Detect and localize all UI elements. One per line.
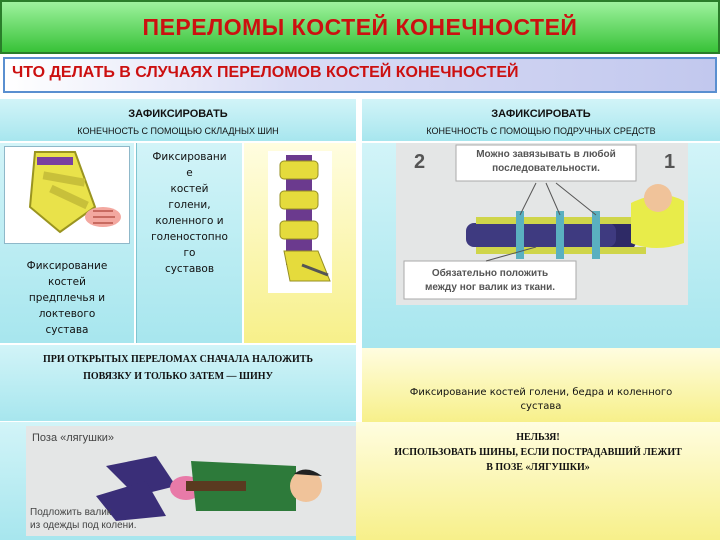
callout-top-line: последовательности. (492, 163, 600, 174)
callout-top-line: Можно завязывать в любой (476, 149, 616, 160)
leg-caption-line: голеностопно (151, 231, 228, 243)
arm-caption-line: костей (48, 276, 86, 288)
arm-caption-box (4, 248, 130, 340)
frog-pose-label: Поза «лягушки» (32, 432, 115, 444)
right-caption-line: сустава (520, 401, 562, 412)
leg-splint-panel (244, 143, 356, 343)
leg-caption-line: го (183, 247, 196, 259)
frog-pose-note (30, 506, 137, 532)
leg-caption-line: костей (170, 183, 209, 195)
warning-line: ИСПОЛЬЗОВАТЬ ШИНЫ, ЕСЛИ ПОСТРАДАВШИЙ ЛЕЖИТ (394, 447, 682, 458)
warning-line: НЕЛЬЗЯ! (516, 432, 560, 443)
page-subtitle: ЧТО ДЕЛАТЬ В СЛУЧАЯХ ПЕРЕЛОМОВ КОСТЕЙ КОНЕЧНОСТЕЙ (12, 64, 519, 81)
callout-bottom-line: Обязательно положить (431, 268, 549, 279)
frog-note-line: из одежды под колени. (30, 520, 137, 531)
arm-caption-line: предплечья и (28, 292, 106, 304)
arm-caption-line: сустава (45, 324, 89, 336)
open-fracture-panel (0, 345, 356, 421)
tied-legs-image (396, 143, 688, 305)
right-panel-subheading: КОНЕЧНОСТЬ С ПОМОЩЬЮ ПОДРУЧНЫХ СРЕДСТВ (426, 126, 656, 136)
left-panel-heading: ЗАФИКСИРОВАТЬ (128, 108, 228, 120)
arm-splint-image (4, 146, 130, 244)
leg-caption-line: голени, (168, 199, 211, 211)
step-number-2: 2 (414, 151, 426, 173)
leg-caption-line: е (186, 167, 193, 179)
arm-caption-line: Фиксирование (26, 260, 108, 272)
leg-caption-line: суставов (164, 263, 215, 275)
open-fracture-line: ПОВЯЗКУ И ТОЛЬКО ЗАТЕМ — ШИНУ (83, 371, 273, 382)
warning-panel (356, 422, 720, 540)
leg-caption-panel (136, 143, 242, 343)
callout-bottom (406, 267, 574, 295)
callout-bottom-line: между ног валик из ткани. (424, 282, 555, 293)
leg-splint-icon (244, 147, 356, 297)
open-fracture-line: ПРИ ОТКРЫТЫХ ПЕРЕЛОМАХ СНАЧАЛА НАЛОЖИТЬ (42, 354, 314, 365)
step-number-1: 1 (664, 151, 676, 173)
right-panel-heading: ЗАФИКСИРОВАТЬ (491, 108, 591, 120)
arm-caption-line: локтевого (38, 308, 96, 320)
leg-caption-line: коленного и (155, 215, 224, 227)
left-panel-subheading: КОНЕЧНОСТЬ С ПОМОЩЬЮ СКЛАДНЫХ ШИН (77, 126, 279, 136)
arm-splint-icon (5, 147, 129, 243)
callout-top (458, 148, 634, 176)
warning-line: В ПОЗЕ «ЛЯГУШКИ» (486, 462, 590, 473)
right-caption-line: Фиксирование костей голени, бедра и коленного (409, 387, 673, 398)
frog-note-line: Подложить валик (30, 507, 112, 518)
frog-pose-image (26, 426, 356, 536)
leg-caption-line: Фиксировани (152, 151, 227, 163)
page-title: ПЕРЕЛОМЫ КОСТЕЙ КОНЕЧНОСТЕЙ (142, 14, 578, 40)
right-caption-panel (362, 348, 720, 422)
